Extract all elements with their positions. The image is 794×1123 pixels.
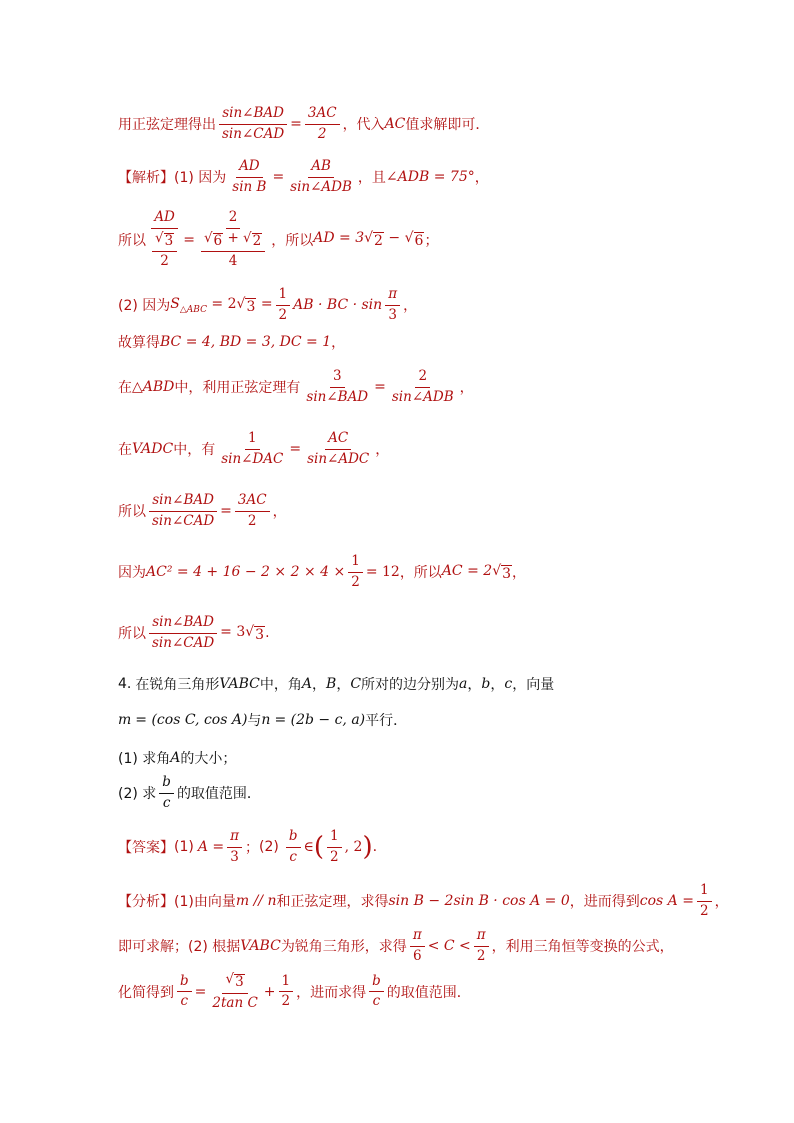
- analysis-line-1: 【解析】 (1) 因为 $\frac{AD}{\text{sin B}}$ = $\frac{AB}{\text{sin∠ADB}}$ ，且 ∠ADB = 75° ，: [118, 158, 489, 195]
- analysis-line-6: 在 VADC 中，有 $\frac{1}{\text{sin∠DAC}}$ = $\frac{AC}{\text{sin∠ADC}}$ ，: [118, 430, 390, 467]
- fraction-half: $\frac{1}{2}$: [276, 287, 291, 323]
- answer-tag: 【答案】: [118, 840, 174, 857]
- result-ac: AC = 2 √ 3: [441, 562, 512, 582]
- analysis-line-4: 故算得 BC = 4, BD = 3, DC = 1 ，: [118, 334, 346, 351]
- fraction-half-2: $\frac{1}{2}$: [348, 554, 363, 590]
- analysis-summary-line-2: 即可求解；(2) 根据 VABC 为锐角三角形，求得 $\frac{\pi}{6}$ < C < $\frac{\pi}{2}$ ，利用三角恒等变换的公式，: [118, 927, 674, 964]
- analysis-line-9: 所以 $\frac{\text{sin∠BAD}}{\text{sin∠CAD}}$ = 3 √ 3 .: [118, 614, 270, 651]
- fraction-b-c-answer: $\frac{b}{c}$: [286, 829, 301, 865]
- fraction-pi-3-answer: $\frac{\pi}{3}$: [227, 829, 242, 865]
- analysis-tag: 【解析】: [118, 170, 174, 187]
- analysis-line-8: 因为 AC² = 4 + 16 − 2 × 2 × 4 × $\frac{1}{2}$ = 12 ，所以 AC = 2 √ 3 ，: [118, 553, 527, 590]
- fraction-ac-sinadc: $\frac{AC}{\text{sin∠ADC}}$: [307, 430, 370, 467]
- analysis-summary-line-3: 化简得到 $\frac{b}{c}$ = √ 3 2tan C + $\frac{1}{2}$ ，进而求得 $\frac{b}{c}$ 的取值范围．: [118, 971, 471, 1011]
- fraction-3ac-2: $\frac{3AC}{2}$: [305, 106, 340, 142]
- analysis-line-5: 在 △ABD 中，利用正弦定理有 $\frac{3}{\text{sin∠BAD}}$ = $\frac{2}{\text{sin∠ADB}}$ ，: [118, 368, 474, 405]
- fraction-pi-6: $\frac{\pi}{6}$: [410, 928, 425, 964]
- question-4-line-1: 4. 在锐角三角形 VABC 中，角 A ， B ， C 所对的边分别为 a ， b ， c ，向量: [118, 676, 555, 693]
- fraction-sin-ratio-3: $\frac{\text{sin∠BAD}}{\text{sin∠CAD}}$: [149, 615, 217, 651]
- fraction-ad-sinb: $\frac{AD}{\text{sin B}}$: [232, 158, 267, 195]
- analysis-line-3: (2) 因为 $S_{\triangle ABC} = 2$ √ 3 = $\frac{1}{2}$ AB · BC · sin $\frac{\pi}{3}$ ，: [118, 286, 418, 323]
- fraction-pi-3: $\frac{\pi}{3}$: [385, 287, 400, 323]
- fraction-b-c: $\frac{b}{c}$: [159, 775, 174, 811]
- area-expression: $S_{\triangle ABC} = 2$ √ 3 =: [170, 295, 273, 315]
- fraction-half-answer: $\frac{1}{2}$: [327, 829, 342, 865]
- fraction-sin-ratio: $\frac{\text{sin∠BAD}}{\text{sin∠CAD}}$: [219, 106, 287, 142]
- analysis-summary-line-1: 【分析】 (1)由向量 m // n 和正弦定理，求得 sin B − 2sin B · cos A = 0 ，进而得到 cos A = $\frac{1}{2}$ ，: [118, 882, 729, 919]
- fraction-2-over-sum: 2 √ 6 + √ 2 4: [198, 210, 268, 270]
- question-4-part-2: (2) 求 $\frac{b}{c}$ 的取值范围．: [118, 774, 261, 811]
- fraction-1-sindac: $\frac{1}{\text{sin∠DAC}}$: [221, 430, 284, 467]
- question-4-line-2: m = (cos C, cos A) 与 n = (2b − c, a) 平行．: [118, 712, 408, 729]
- vector-m: m: [118, 712, 132, 728]
- result-ad: AD = 3 √ 2 − √ 6: [313, 230, 424, 250]
- fraction-sin-ratio-2: $\frac{\text{sin∠BAD}}{\text{sin∠CAD}}$: [149, 493, 217, 529]
- fraction-2-sinadb: $\frac{2}{\text{sin∠ADB}}$: [391, 368, 454, 405]
- fraction-ab-sinadb: $\frac{AB}{\text{sin∠ADB}}$: [290, 158, 352, 195]
- fraction-b-c-analysis: $\frac{b}{c}$: [177, 974, 192, 1010]
- analysis-line-7: 所以 $\frac{\text{sin∠BAD}}{\text{sin∠CAD}}$ = $\frac{3AC}{2}$ ，: [118, 492, 287, 529]
- question-4-part-1: (1) 求角 A 的大小；: [118, 750, 237, 767]
- vector-n: n: [261, 712, 271, 728]
- analysis-summary-tag: 【分析】: [118, 894, 174, 911]
- question-number: 4.: [118, 676, 132, 692]
- result-ratio: = 3 √ 3: [220, 623, 265, 643]
- solution-hint-line: 用正弦定理得出 $\frac{\text{sin∠BAD}}{\text{sin∠CAD}}$ = $\frac{3AC}{2}$ ，代入 AC 值求解即可．: [118, 105, 490, 142]
- analysis-line-2: 所以 AD √ 3 2 = 2 √ 6 + √ 2 4 ，所以 AD = 3 √ 2 − √ 6 ；: [118, 209, 439, 270]
- fraction-b-c-range: $\frac{b}{c}$: [369, 974, 384, 1010]
- fraction-pi-2: $\frac{\pi}{2}$: [474, 928, 489, 964]
- fraction-sqrt3-2tanc: √ 3 2tan C: [212, 971, 258, 1011]
- fraction-ad-over-sqrt3-2: AD √ 3 2: [149, 210, 180, 270]
- fraction-half-cosa: $\frac{1}{2}$: [697, 883, 712, 919]
- fraction-half-analysis: $\frac{1}{2}$: [279, 974, 294, 1010]
- answer-line: 【答案】 (1) A = $\frac{\pi}{3}$ ； (2) $\frac{b}{c}$ ∈ ( $\frac{1}{2}$ , 2 ) .: [118, 828, 378, 865]
- fraction-3-sinbad: $\frac{3}{\text{sin∠BAD}}$: [306, 368, 369, 405]
- fraction-3ac-2b: $\frac{3AC}{2}$: [235, 493, 270, 529]
